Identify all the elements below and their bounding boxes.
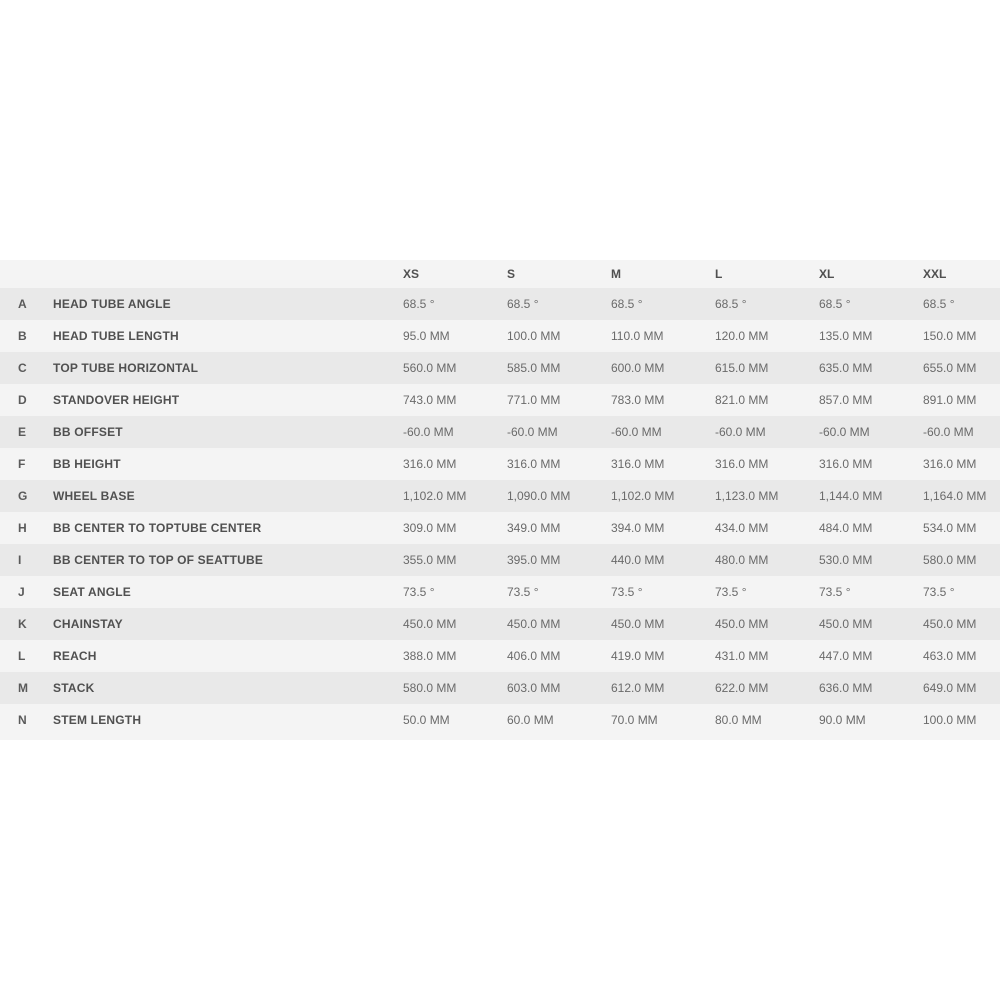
table-cell: -60.0 MM <box>611 425 662 439</box>
table-cell: 68.5 ° <box>507 297 539 311</box>
row-letter: F <box>18 457 26 471</box>
table-cell: 585.0 MM <box>507 361 561 375</box>
table-cell: 857.0 MM <box>819 393 873 407</box>
table-cell: 316.0 MM <box>507 457 561 471</box>
table-cell: 135.0 MM <box>819 329 873 343</box>
table-cell: 534.0 MM <box>923 521 977 535</box>
table-row <box>0 672 1000 704</box>
row-label: STANDOVER HEIGHT <box>53 393 180 407</box>
row-letter: C <box>18 361 27 375</box>
table-cell: 73.5 ° <box>507 585 539 599</box>
row-letter: I <box>18 553 22 567</box>
table-cell: 530.0 MM <box>819 553 873 567</box>
table-cell: 434.0 MM <box>715 521 769 535</box>
table-cell: 50.0 MM <box>403 713 450 727</box>
row-letter: K <box>18 617 27 631</box>
table-cell: 68.5 ° <box>403 297 435 311</box>
table-cell: 316.0 MM <box>403 457 457 471</box>
row-letter: N <box>18 713 27 727</box>
row-label: HEAD TUBE LENGTH <box>53 329 179 343</box>
table-cell: 355.0 MM <box>403 553 457 567</box>
size-header: XL <box>819 267 835 281</box>
size-header: M <box>611 267 621 281</box>
row-letter: E <box>18 425 27 439</box>
table-cell: 388.0 MM <box>403 649 457 663</box>
row-label: REACH <box>53 649 97 663</box>
table-cell: 1,144.0 MM <box>819 489 883 503</box>
table-row <box>0 352 1000 384</box>
table-row <box>0 320 1000 352</box>
row-letter: D <box>18 393 27 407</box>
table-cell: 95.0 MM <box>403 329 450 343</box>
table-cell: 463.0 MM <box>923 649 977 663</box>
table-cell: 603.0 MM <box>507 681 561 695</box>
table-row <box>0 416 1000 448</box>
table-cell: 771.0 MM <box>507 393 561 407</box>
row-letter: L <box>18 649 26 663</box>
table-cell: 615.0 MM <box>715 361 769 375</box>
row-label: CHAINSTAY <box>53 617 123 631</box>
table-cell: 1,164.0 MM <box>923 489 987 503</box>
row-letter: A <box>18 297 27 311</box>
row-label: BB CENTER TO TOP OF SEATTUBE <box>53 553 264 567</box>
size-header: L <box>715 267 723 281</box>
size-header: XXL <box>923 267 947 281</box>
table-cell: 431.0 MM <box>715 649 769 663</box>
row-label: STACK <box>53 681 95 695</box>
table-header-row <box>0 260 1000 288</box>
table-cell: 450.0 MM <box>403 617 457 631</box>
table-cell: 440.0 MM <box>611 553 665 567</box>
table-cell: 60.0 MM <box>507 713 554 727</box>
row-letter: H <box>18 521 27 535</box>
table-cell: 80.0 MM <box>715 713 762 727</box>
row-label: BB OFFSET <box>53 425 123 439</box>
table-cell: 783.0 MM <box>611 393 665 407</box>
table-row <box>0 512 1000 544</box>
table-row <box>0 288 1000 320</box>
table-cell: 821.0 MM <box>715 393 769 407</box>
table-cell: 68.5 ° <box>611 297 643 311</box>
table-cell: 580.0 MM <box>923 553 977 567</box>
table-cell: 150.0 MM <box>923 329 977 343</box>
table-cell: 484.0 MM <box>819 521 873 535</box>
table-cell: 100.0 MM <box>923 713 977 727</box>
table-row <box>0 480 1000 512</box>
row-label: BB CENTER TO TOPTUBE CENTER <box>53 521 262 535</box>
row-label: WHEEL BASE <box>53 489 135 503</box>
table-cell: 450.0 MM <box>819 617 873 631</box>
size-header: S <box>507 267 516 281</box>
table-row <box>0 704 1000 736</box>
table-cell: 406.0 MM <box>507 649 561 663</box>
table-cell: -60.0 MM <box>715 425 766 439</box>
table-row <box>0 384 1000 416</box>
table-row <box>0 448 1000 480</box>
table-cell: 73.5 ° <box>611 585 643 599</box>
table-cell: 1,102.0 MM <box>403 489 467 503</box>
table-cell: 349.0 MM <box>507 521 561 535</box>
table-cell: -60.0 MM <box>507 425 558 439</box>
table-row <box>0 576 1000 608</box>
table-cell: 68.5 ° <box>715 297 747 311</box>
table-cell: 743.0 MM <box>403 393 457 407</box>
row-label: SEAT ANGLE <box>53 585 132 599</box>
table-cell: 100.0 MM <box>507 329 561 343</box>
row-label: TOP TUBE HORIZONTAL <box>53 361 199 375</box>
table-cell: 655.0 MM <box>923 361 977 375</box>
table-cell: 1,102.0 MM <box>611 489 675 503</box>
table-cell: 891.0 MM <box>923 393 977 407</box>
table-cell: 316.0 MM <box>819 457 873 471</box>
table-cell: 480.0 MM <box>715 553 769 567</box>
row-letter: B <box>18 329 27 343</box>
table-cell: 580.0 MM <box>403 681 457 695</box>
table-cell: 450.0 MM <box>923 617 977 631</box>
table-cell: 450.0 MM <box>611 617 665 631</box>
table-cell: 622.0 MM <box>715 681 769 695</box>
geometry-table <box>0 260 1000 740</box>
table-cell: 73.5 ° <box>715 585 747 599</box>
table-cell: -60.0 MM <box>403 425 454 439</box>
table-cell: 635.0 MM <box>819 361 873 375</box>
row-label: STEM LENGTH <box>53 713 142 727</box>
table-cell: 560.0 MM <box>403 361 457 375</box>
table-cell: 316.0 MM <box>715 457 769 471</box>
table-cell: 68.5 ° <box>923 297 955 311</box>
table-cell: 120.0 MM <box>715 329 769 343</box>
table-cell: 636.0 MM <box>819 681 873 695</box>
table-cell: 450.0 MM <box>715 617 769 631</box>
size-header: XS <box>403 267 420 281</box>
table-cell: 316.0 MM <box>923 457 977 471</box>
table-cell: 70.0 MM <box>611 713 658 727</box>
row-letter: M <box>18 681 28 695</box>
table-cell: -60.0 MM <box>923 425 974 439</box>
table-cell: 600.0 MM <box>611 361 665 375</box>
table-cell: 110.0 MM <box>611 329 664 343</box>
table-cell: 1,090.0 MM <box>507 489 571 503</box>
row-label: HEAD TUBE ANGLE <box>53 297 171 311</box>
table-cell: 309.0 MM <box>403 521 457 535</box>
row-letter: G <box>18 489 28 503</box>
table-cell: 419.0 MM <box>611 649 665 663</box>
row-label: BB HEIGHT <box>53 457 121 471</box>
table-cell: 90.0 MM <box>819 713 866 727</box>
table-cell: 612.0 MM <box>611 681 665 695</box>
table-cell: 73.5 ° <box>403 585 435 599</box>
table-row <box>0 544 1000 576</box>
table-cell: 1,123.0 MM <box>715 489 779 503</box>
table-cell: 394.0 MM <box>611 521 665 535</box>
table-cell: 447.0 MM <box>819 649 873 663</box>
table-cell: 450.0 MM <box>507 617 561 631</box>
table-cell: 316.0 MM <box>611 457 665 471</box>
table-cell: 73.5 ° <box>923 585 955 599</box>
table-cell: 395.0 MM <box>507 553 561 567</box>
table-cell: 68.5 ° <box>819 297 851 311</box>
row-letter: J <box>18 585 25 599</box>
table-cell: -60.0 MM <box>819 425 870 439</box>
table-cell: 649.0 MM <box>923 681 977 695</box>
table-cell: 73.5 ° <box>819 585 851 599</box>
table-row <box>0 608 1000 640</box>
table-row <box>0 640 1000 672</box>
